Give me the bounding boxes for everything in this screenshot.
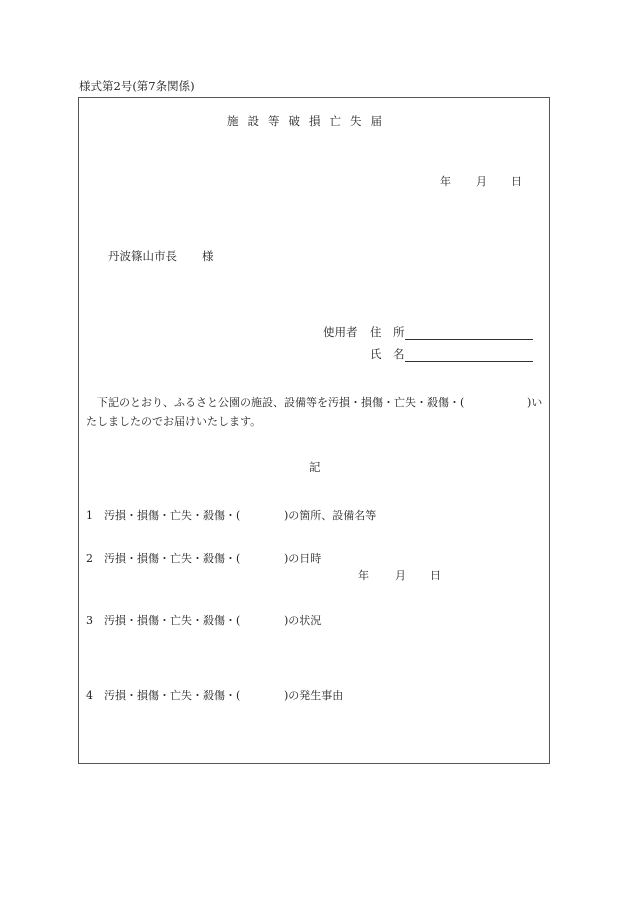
address-label: 住 所 [370,325,405,339]
body-text-line1: 下記のとおり、ふるさと公園の施設、設備等を汚損・損傷・亡失・殺傷・( [97,396,465,409]
item-number: 1 [86,509,93,522]
name-label: 氏 名 [370,347,405,361]
document-title: 施設等破損亡失届 [227,114,391,128]
item-suffix: )の状況 [284,614,322,627]
item-prefix: 汚損・損傷・亡失・殺傷・( [104,552,241,565]
form-frame [78,97,550,764]
body-text-line1-end: )い [527,396,543,409]
item-suffix: )の発生事由 [284,689,344,702]
form-number-label: 様式第2号(第7条関係) [79,79,195,93]
date-day-label: 日 [511,175,522,188]
item2-day-label: 日 [430,569,441,582]
date-year-label: 年 [440,175,451,188]
item2-month-label: 月 [395,569,406,582]
item-prefix: 汚損・損傷・亡失・殺傷・( [104,689,241,702]
item-number: 4 [86,689,93,702]
item-prefix: 汚損・損傷・亡失・殺傷・( [104,614,241,627]
date-month-label: 月 [476,175,487,188]
applicant-role-label: 使用者 [323,325,358,339]
item-number: 3 [86,614,93,627]
name-field[interactable] [405,361,533,362]
item-suffix: )の日時 [284,552,322,565]
addressee-honorific: 様 [202,249,214,263]
addressee-name: 丹波篠山市長 [108,249,177,263]
body-text-line2: たしましたのでお届けいたします。 [86,415,262,428]
item-number: 2 [86,552,93,565]
ki-heading: 記 [309,460,321,474]
item-suffix: )の箇所、設備名等 [284,509,377,522]
address-field[interactable] [405,339,533,340]
item2-year-label: 年 [358,569,369,582]
item-prefix: 汚損・損傷・亡失・殺傷・( [104,509,241,522]
